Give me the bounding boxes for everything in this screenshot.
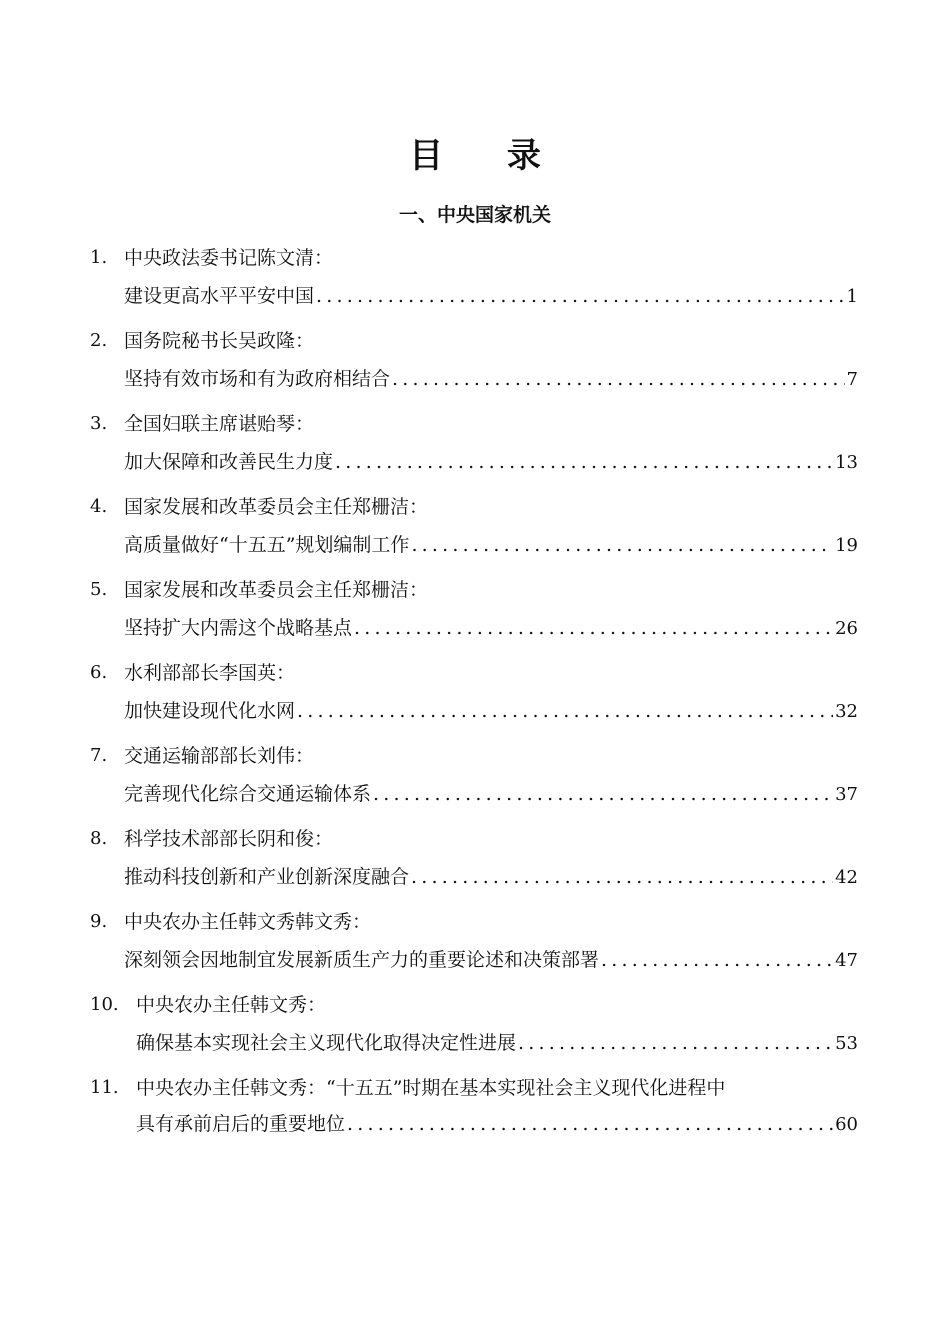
page-number: 32	[835, 701, 858, 722]
toc-entry-10-heading	[0, 985, 950, 1025]
entry-author: 中央农办主任韩文秀：“十五五”时期在基本实现社会主义现代化进程中	[136, 1077, 726, 1099]
entry-number: 7.	[90, 745, 108, 766]
entry-number: 9.	[90, 911, 108, 932]
toc-entry-7-heading	[0, 736, 950, 776]
leader-dots	[297, 691, 833, 731]
toc-entry-9-heading	[0, 902, 950, 942]
entry-number: 5.	[90, 579, 108, 600]
entry-title[interactable]: 完善现代化综合交通运输体系	[124, 783, 372, 805]
entry-number: 11.	[90, 1077, 119, 1098]
page-title: 目 录	[409, 136, 567, 176]
toc-entry-4-heading	[0, 487, 950, 527]
leader-dots	[392, 359, 845, 399]
entry-author: 国家发展和改革委员会主任郑栅洁：	[124, 496, 429, 518]
entry-title[interactable]: 建设更高水平平安中国	[124, 285, 315, 307]
toc-entry-6-heading	[0, 653, 950, 693]
entry-author: 全国妇联主席谌贻琴：	[124, 413, 315, 435]
entry-title[interactable]: 推动科技创新和产业创新深度融合	[124, 866, 410, 888]
toc-entry-6-link[interactable]	[0, 691, 950, 731]
page-number: 37	[835, 784, 858, 805]
leader-dots	[347, 1104, 833, 1144]
toc-entry-5-link[interactable]	[0, 608, 950, 648]
toc-entry-7-link[interactable]	[0, 774, 950, 814]
entry-number: 4.	[90, 496, 108, 517]
leader-dots	[373, 774, 833, 814]
toc-entry-4-link[interactable]	[0, 525, 950, 565]
page-number: 26	[835, 618, 858, 639]
entry-author: 国家发展和改革委员会主任郑栅洁：	[124, 579, 429, 601]
entry-number: 2.	[90, 330, 108, 351]
toc-entry-8-link[interactable]	[0, 857, 950, 897]
entry-author: 中央农办主任韩文秀韩文秀：	[124, 911, 372, 933]
entry-title[interactable]: 加快建设现代化水网	[124, 700, 296, 722]
section-heading: 一、中央国家机关	[398, 204, 551, 226]
leader-dots	[335, 442, 833, 482]
entry-title[interactable]: 高质量做好“十五五”规划编制工作	[124, 534, 410, 556]
entry-author: 中央政法委书记陈文清：	[124, 247, 334, 269]
entry-title[interactable]: 加大保障和改善民生力度	[124, 451, 334, 473]
toc-entry-1-link[interactable]	[0, 276, 950, 316]
page-number: 53	[835, 1033, 858, 1054]
page-number: 19	[835, 535, 858, 556]
entry-number: 6.	[90, 662, 108, 683]
entry-title[interactable]: 坚持扩大内需这个战略基点	[124, 617, 353, 639]
toc-entry-11-link[interactable]	[0, 1104, 950, 1144]
leader-dots	[354, 608, 833, 648]
toc-entry-2-link[interactable]	[0, 359, 950, 399]
entry-number: 8.	[90, 828, 108, 849]
page-number: 7	[846, 369, 858, 390]
toc-entry-3-link[interactable]	[0, 442, 950, 482]
toc-entry-2-heading	[0, 321, 950, 361]
entry-author: 国务院秘书长吴政隆：	[124, 330, 315, 352]
entry-number: 3.	[90, 413, 108, 434]
page-number: 42	[835, 867, 858, 888]
toc-entry-5-heading	[0, 570, 950, 610]
entry-number: 1.	[90, 247, 108, 268]
toc-entry-11-heading	[0, 1068, 950, 1108]
entry-author: 科学技术部部长阴和俊：	[124, 828, 334, 850]
page-number: 13	[835, 452, 858, 473]
toc-entry-10-link[interactable]	[0, 1023, 950, 1063]
entry-title[interactable]: 坚持有效市场和有为政府相结合	[124, 368, 391, 390]
entry-author: 交通运输部部长刘伟：	[124, 745, 315, 767]
page-number: 60	[835, 1114, 858, 1135]
toc-entry-8-heading	[0, 819, 950, 859]
page-number: 1	[846, 286, 858, 307]
leader-dots	[411, 525, 833, 565]
entry-author: 中央农办主任韩文秀：	[136, 994, 327, 1016]
toc-entry-1-heading	[0, 238, 950, 278]
toc-entry-3-heading	[0, 404, 950, 444]
entry-author: 水利部部长李国英：	[124, 662, 296, 684]
leader-dots	[411, 857, 833, 897]
leader-dots	[518, 1023, 833, 1063]
entry-title[interactable]: 深刻领会因地制宜发展新质生产力的重要论述和决策部署	[124, 949, 600, 971]
page-number: 47	[835, 950, 858, 971]
leader-dots	[316, 276, 845, 316]
toc-entry-9-link[interactable]	[0, 940, 950, 980]
entry-title[interactable]: 具有承前启后的重要地位	[136, 1113, 346, 1135]
leader-dots	[601, 940, 833, 980]
entry-title[interactable]: 确保基本实现社会主义现代化取得决定性进展	[136, 1032, 517, 1054]
entry-number: 10.	[90, 994, 119, 1015]
